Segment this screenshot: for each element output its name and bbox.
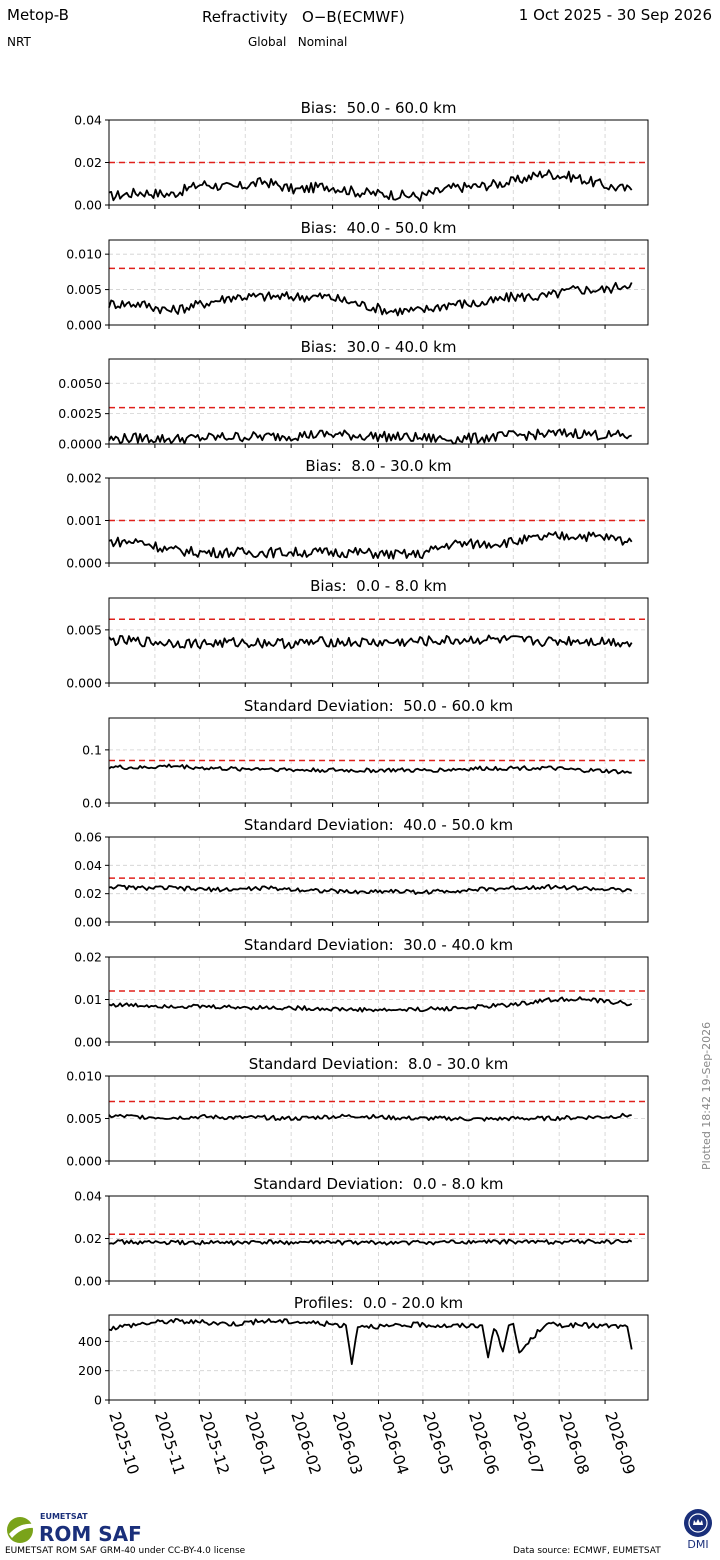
x-tick-label: 2025-10 [105,1409,143,1477]
y-tick-label: 0.1 [82,742,102,758]
chart-panel [66,457,648,571]
romsaf-label: ROM SAF [39,1522,142,1546]
series-line [109,170,632,201]
x-tick-label: 2026-07 [509,1409,547,1477]
y-tick-label: 0.02 [74,155,102,170]
y-tick-label: 0.0050 [58,375,102,391]
x-tick-label: 2026-08 [555,1409,593,1477]
x-tick-label: 2026-06 [465,1409,503,1477]
y-tick-label: 0 [94,1392,102,1408]
chart-panel [74,936,648,1050]
y-tick-label: 0.002 [66,470,102,486]
panel-title: Bias: 0.0 - 8.0 km [310,577,447,595]
series-line [109,1114,632,1121]
x-tick-label: 2026-01 [241,1409,279,1477]
y-tick-label: 0.000 [66,555,102,571]
y-tick-label: 0.005 [66,282,102,298]
chart-panel [66,577,648,691]
y-tick-label: 0.00 [74,1034,102,1050]
panel-title: Profiles: 0.0 - 20.0 km [293,1294,464,1312]
chart-panel [82,697,648,811]
satellite-name: Metop-B [7,6,69,24]
romsaf-logo [4,1510,154,1546]
series-line [109,283,632,316]
panel-title: Standard Deviation: 30.0 - 40.0 km [243,936,514,954]
panel-title: Bias: 8.0 - 30.0 km [305,457,452,475]
y-tick-label: 0.0025 [58,406,102,422]
y-tick-label: 0.0000 [58,436,102,452]
dmi-label: DMI [687,1538,709,1551]
y-tick-label: 0.00 [74,914,102,930]
y-tick-label: 0.01 [74,992,102,1007]
y-tick-label: 0.005 [66,1111,102,1126]
chart-panel [78,1294,648,1408]
chart-panel [66,1055,648,1169]
panel-title: Standard Deviation: 40.0 - 50.0 km [243,816,514,834]
y-tick-label: 200 [78,1363,102,1379]
panel-title: Bias: 30.0 - 40.0 km [300,338,457,356]
y-tick-label: 0.02 [74,949,102,965]
chart-panel [74,99,648,213]
series-line [109,885,632,894]
y-tick-label: 0.010 [66,1068,102,1084]
y-tick-label: 0.000 [66,1153,102,1169]
eumetsat-label: EUMETSAT [40,1512,88,1521]
y-tick-label: 0.0 [82,795,102,811]
y-tick-label: 0.000 [66,675,102,691]
x-tick-label: 2026-09 [601,1409,639,1477]
series-line [109,429,632,444]
data-source-text: Data source: ECMWF, EUMETSAT [513,1546,661,1556]
page-title: Refractivity O−B(ECMWF) [202,8,405,26]
panel-title: Standard Deviation: 50.0 - 60.0 km [243,697,514,715]
x-tick-label: 2026-05 [419,1409,457,1477]
y-tick-label: 0.00 [74,1273,102,1289]
x-tick-label: 2025-11 [151,1409,189,1477]
license-text: EUMETSAT ROM SAF GRM-40 under CC-BY-4.0 license [5,1546,246,1556]
series-line [109,532,632,559]
page-subtitle: Global Nominal [248,35,348,49]
series-line [109,764,632,773]
plotted-timestamp: Plotted 18:42 19-Sep-2026 [700,1021,713,1170]
y-tick-label: 0.06 [74,829,102,845]
y-tick-label: 400 [78,1333,102,1349]
x-tick-label: 2026-04 [374,1409,412,1477]
series-line [109,635,632,648]
y-tick-label: 0.02 [74,1231,102,1246]
x-tick-label: 2025-12 [195,1409,233,1477]
panel-title: Bias: 40.0 - 50.0 km [300,219,457,237]
panel-title: Standard Deviation: 0.0 - 8.0 km [253,1175,504,1193]
y-tick-label: 0.04 [74,1188,102,1204]
y-tick-label: 0.010 [66,246,102,262]
chart-panel [74,816,648,930]
panel-title: Standard Deviation: 8.0 - 30.0 km [248,1055,509,1073]
mode-label: NRT [7,35,31,49]
chart-panel [66,219,648,333]
series-line [109,1240,632,1245]
chart-panel [74,1175,648,1289]
y-tick-label: 0.04 [74,112,102,128]
x-tick-label: 2026-03 [328,1409,366,1477]
chart-panel [58,338,648,452]
y-tick-label: 0.02 [74,886,102,902]
dmi-logo [680,1508,716,1558]
y-tick-label: 0.005 [66,622,102,638]
x-tick-label: 2026-02 [287,1409,325,1477]
y-tick-label: 0.001 [66,513,102,528]
panel-title: Bias: 50.0 - 60.0 km [300,99,457,117]
y-tick-label: 0.00 [74,197,102,213]
y-tick-label: 0.000 [66,317,102,333]
y-tick-label: 0.04 [74,857,102,873]
date-range: 1 Oct 2025 - 30 Sep 2026 [518,6,712,24]
